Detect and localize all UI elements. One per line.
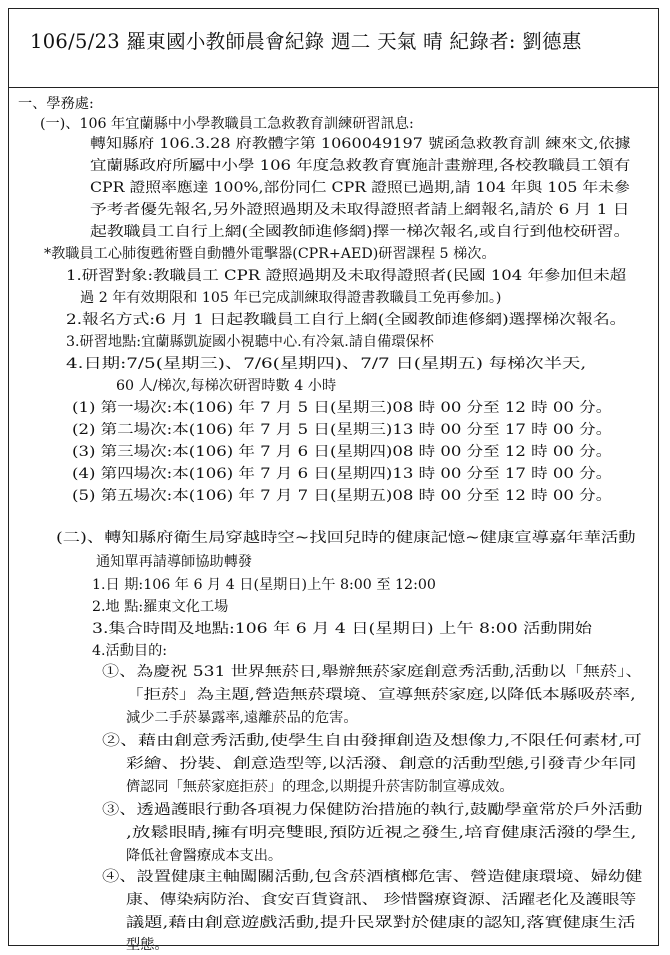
paragraph-line: CPR 證照率應達 100%,部份同仁 CPR 證照已過期,請 104 年與 105 年未參 [90, 180, 630, 196]
purpose-line: ②、藉由創意秀活動,使學生自由發揮創造及想像力,不限任何素材,可 [102, 733, 642, 749]
point-line: 4.日期:7/5(星期三)、7/6(星期四)、7/7 日(星期五) 每梯次半天, [66, 356, 587, 372]
paragraph-line: 起教職員工自行上網(全國教師進修網)擇一梯次報名,或自行到他校研習。 [90, 224, 631, 240]
purpose-line: ④、設置健康主軸闖關活動,包含菸酒檳榔危害、營造健康環境、婦幼健 [102, 869, 643, 885]
purpose-line: 彩繪、扮裝、創意造型等,以活潑、創意的活動型態,引發青少年同 [126, 756, 637, 772]
detail-line: 4.活動目的: [92, 643, 168, 659]
item-title: (二)、轉知縣府衛生局穿越時空~找回兒時的健康記憶~健康宣導嘉年華活動 [56, 530, 636, 546]
item-subtitle: 通知單再請導師協助轉發 [96, 554, 253, 570]
purpose-line: 議題,藉由創意遊戲活動,提升民眾對於健康的認知,落實健康生活 [126, 915, 636, 931]
paragraph-line: 予考者優先報名,另外證照過期及未取得證照者請上網報名,請於 6 月 1 日 [90, 202, 630, 218]
purpose-line: 減少二手菸暴露率,遠離菸品的危害。 [126, 710, 358, 726]
paragraph-line: 宜蘭縣政府所屬中小學 106 年度急救教育實施計畫辦理,各校教職員工領有 [90, 158, 631, 174]
page-title: 106/5/23 羅東國小教師晨會紀錄 週二 天氣 晴 紀錄者: 劉德惠 [30, 30, 582, 53]
session-line: (3) 第三場次:本(106) 年 7 月 6 日(星期四)08 時 00 分至 12 時 00 分。 [72, 444, 613, 460]
purpose-line: ③、透過護眼行動各項視力保健防治措施的執行,鼓勵學童常於戶外活動 [102, 802, 643, 818]
purpose-line: 降低社會醫療成本支出。 [126, 848, 283, 864]
session-line: (2) 第二場次:本(106) 年 7 月 5 日(星期三)13 時 00 分至 17 時 00 分。 [72, 422, 613, 438]
item-title: (一)、106 年宜蘭縣中小學教職員工急救教育訓練研習訊息: [40, 116, 414, 132]
detail-line: 3.集合時間及地點:106 年 6 月 4 日(星期日) 上午 8:00 活動開始 [92, 621, 593, 637]
section-heading: 一、學務處: [18, 96, 94, 112]
session-line: (5) 第五場次:本(106) 年 7 月 7 日(星期五)08 時 00 分至 12 時 00 分。 [72, 488, 613, 504]
point-line: 過 2 年有效期限和 105 年已完成訓練取得證書教職員工免再參加。) [80, 290, 502, 306]
header-bar [8, 8, 659, 88]
point-line: 2.報名方式:6 月 1 日起教職員工自行上網(全國教師進修網)選擇梯次報名。 [66, 312, 627, 328]
point-line: 60 人/梯次,每梯次研習時數 4 小時 [116, 378, 337, 394]
note-line: *教職員工心肺復甦術暨自動體外電擊器(CPR+AED)研習課程 5 梯次。 [44, 246, 496, 262]
purpose-line: 「拒菸」為主題,營造無菸環境、宣導無菸家庭,以降低本縣吸菸率, [126, 687, 636, 703]
session-line: (4) 第四場次:本(106) 年 7 月 6 日(星期四)13 時 00 分至 17 時 00 分。 [72, 466, 613, 482]
point-line: 1.研習對象:教職員工 CPR 證照過期及未取得證照者(民國 104 年參加但未超 [66, 268, 627, 284]
purpose-line: 儕認同「無菸家庭拒菸」的理念,以期提升菸害防制宣導成效。 [126, 779, 514, 795]
session-line: (1) 第一場次:本(106) 年 7 月 5 日(星期三)08 時 00 分至 12 時 00 分。 [72, 400, 613, 416]
detail-line: 1.日 期:106 年 6 月 4 日(星期日)上午 8:00 至 12:00 [92, 577, 436, 593]
paragraph-line: 轉知縣府 106.3.28 府教體字第 1060049197 號函急救教育訓 練來文,依據 [90, 136, 631, 152]
purpose-line: 康、傳染病防治、食安百貨資訊、 珍惜醫療資源、活躍老化及護眼等 [126, 892, 637, 908]
purpose-line: ①、為慶祝 531 世界無菸日,舉辦無菸家庭創意秀活動,活動以「無菸」、 [102, 664, 643, 680]
purpose-line: 型態。 [126, 937, 169, 953]
point-line: 3.研習地點:宜蘭縣凱旋國小視聽中心.有冷氣.請自備環保杯 [66, 334, 434, 350]
purpose-line: ,放鬆眼睛,擁有明亮雙眼,預防近視之發生,培育健康活潑的學生, [126, 825, 637, 841]
detail-line: 2.地 點:羅東文化工場 [92, 599, 229, 615]
